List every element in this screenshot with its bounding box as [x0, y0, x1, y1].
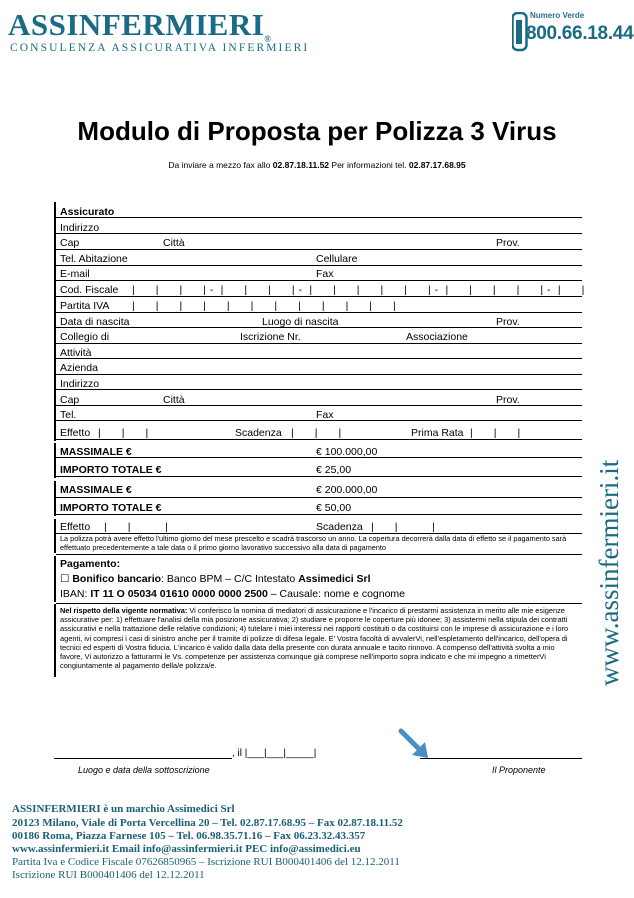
form-line [56, 389, 582, 390]
form-line [56, 280, 582, 281]
label-tel: Tel. [60, 409, 77, 421]
arrow-icon [398, 728, 432, 762]
side-website-text: www.assinfermieri.it [594, 459, 624, 686]
label-associazione: Associazione [406, 331, 468, 343]
importo-value: € 50,00 [316, 502, 352, 514]
label-effetto: Effetto [60, 427, 91, 439]
effetto-note: La polizza potrà avere effetto l'ultimo giorno del mese prescelto e scadrà trascorso un anno. La copertura decorrerà dalla data di effetto se il pagamento sarà effettuato precedentemente a tale data o il primo giorno lavorativo successivo alla data di pagamento [60, 534, 567, 552]
form-line [56, 374, 582, 375]
form-line [56, 497, 582, 498]
label-cod-fiscale: Cod. Fiscale [60, 284, 119, 296]
label-iscrizione: Iscrizione Nr. [240, 331, 301, 343]
form-line [56, 603, 582, 604]
label-azienda: Azienda [60, 362, 98, 374]
form-left-border [54, 604, 56, 677]
brand-tagline: CONSULENZA ASSICURATIVA INFERMIERI [10, 42, 310, 54]
footer-contacts: www.assinfermieri.it Email info@assinfermieri.it PEC info@assimedici.eu [12, 843, 361, 855]
cod-fiscale-boxes[interactable]: | | | | - | | | | - | | | | | | - | | | | | - | | [132, 284, 585, 296]
label-assicurato: Assicurato [60, 206, 115, 218]
brand-logo: ASSINFERMIERI® [8, 7, 272, 44]
form-left-border [54, 556, 56, 602]
form-line [56, 476, 582, 477]
label-scadenza: Scadenza [235, 427, 282, 439]
prima-rata-boxes[interactable]: | | | [470, 427, 521, 439]
footer-milano: 20123 Milano, Viale di Porta Vercellina 20 – Tel. 02.87.17.68.95 – Fax 02.87.18.11.52 [12, 817, 403, 829]
form-line [56, 296, 582, 297]
form-line [56, 233, 582, 234]
scadenza-boxes[interactable]: | | | [291, 427, 342, 439]
label-fax: Fax [316, 268, 334, 280]
proponent-caption: Il Proponente [492, 765, 546, 775]
footer-brand: ASSINFERMIERI è un marchio Assimedici Srl [12, 803, 235, 815]
effetto-boxes[interactable]: | | | [104, 521, 169, 533]
label-cap: Cap [60, 394, 80, 406]
label-prov: Prov. [496, 316, 520, 328]
place-date-line [54, 758, 232, 759]
massimale-value: € 100.000,00 [316, 446, 378, 458]
place-date-caption: Luogo e data della sottoscrizione [78, 765, 210, 775]
label-collegio: Collegio di [60, 331, 110, 343]
label-citta: Città [163, 237, 185, 249]
effetto-boxes[interactable]: | | | [98, 427, 149, 439]
form-line [56, 312, 582, 313]
form-line [56, 265, 582, 266]
form-line [56, 514, 582, 515]
form-line [56, 439, 582, 440]
label-indirizzo: Indirizzo [60, 378, 100, 390]
label-fax: Fax [316, 409, 334, 421]
massimale-value: € 200.000,00 [316, 484, 378, 496]
form-line [56, 554, 582, 555]
importo-value: € 25,00 [316, 464, 352, 476]
massimale-label: MASSIMALE € [60, 446, 132, 458]
form-left-border [54, 481, 56, 516]
legal-text: Nel rispetto della vigente normativa: Vi conferisco la nomina di mediatori di assicurazione e l'incarico di prestarmi assistenza in merito alle mie esigenze assicurative per: 1) effettuare l'analisi della mia posizione assicurativa; 2) studiare e proporre le coperture più idonee; 3) assistermi nella stipula dei contratti assicurativi e nella trattazione delle relative condizioni; 4) tutelare i miei interessi nei rapporti costituiti o da costituirsi con le imprese di assicurazione e i loro agenti, ivi compresi i casi di sinistro anche per il tramite di polizze di difesa legale. E' Vostra facoltà di avvalerVi, nell'espletamento dell'incarico, dell'opera di tecnici ed esperti di Vostra fiducia. L'incarico è valido dalla data della presente con durata annuale e tacito rinnovo. A compenso dell'attività svolta a mio favore, Vi autorizzo a fatturarmi le Vs. competenze per assistenza comunque già comprese nell'importo sopra indicato e che mi impegno a rimetterVi congiuntamente al pagamento della/e polizza/e. [60, 606, 569, 671]
footer-piva: Partita Iva e Codice Fiscale 07626850965 – Iscrizione RUI B000401406 del 12.12.2011 [12, 856, 400, 868]
date-boxes[interactable]: , il |___|___|_____| [232, 748, 317, 759]
form-left-border [54, 202, 56, 424]
form-left-border [54, 519, 56, 553]
payment-iban: IBAN: IT 11 O 05034 01610 0000 0000 2500 – Causale: nome e cognome [60, 588, 406, 600]
proponent-signature-line[interactable] [420, 758, 582, 759]
label-email: E-mail [60, 268, 90, 280]
label-cap: Cap [60, 237, 80, 249]
label-effetto: Effetto [60, 521, 91, 533]
form-line [56, 217, 582, 218]
importo-label: IMPORTO TOTALE € [60, 464, 162, 476]
label-prima-rata: Prima Rata [411, 427, 464, 439]
label-data-nascita: Data di nascita [60, 316, 130, 328]
numero-verde-label: Numero Verde [530, 11, 585, 20]
page-title: Modulo di Proposta per Polizza 3 Virus [77, 116, 557, 146]
form-line [56, 249, 582, 250]
page-subtitle: Da inviare a mezzo fax allo 02.87.18.11.52 Per informazioni tel. 02.87.17.68.95 [168, 160, 466, 170]
form-line [56, 343, 582, 344]
label-scadenza: Scadenza [316, 521, 363, 533]
payment-method: ☐ Bonifico bancario: Banco BPM – C/C Intestato Assimedici Srl [60, 573, 371, 585]
label-luogo-nascita: Luogo di nascita [262, 316, 339, 328]
payment-heading: Pagamento: [60, 558, 121, 570]
massimale-label: MASSIMALE € [60, 484, 132, 496]
partita-iva-boxes[interactable]: | | | | | | | | | | | | [132, 300, 397, 312]
form-line [56, 358, 582, 359]
checkbox-icon[interactable]: ☐ [60, 573, 70, 585]
footer-rui: Iscrizione RUI B000401406 del 12.12.2011 [12, 869, 205, 881]
numero-verde-number: 800.66.18.44 [526, 23, 634, 44]
importo-label: IMPORTO TOTALE € [60, 502, 162, 514]
label-attivita: Attività [60, 347, 92, 359]
footer-roma: 00186 Roma, Piazza Farnese 105 – Tel. 06.98.35.71.16 – Fax 06.23.32.43.357 [12, 830, 366, 842]
form-left-border [54, 443, 56, 478]
scadenza-boxes[interactable]: | | | [371, 521, 436, 533]
label-partita-iva: Partita IVA [60, 300, 110, 312]
label-citta: Città [163, 394, 185, 406]
label-tel-abitazione: Tel. Abitazione [60, 253, 128, 265]
label-prov: Prov. [496, 237, 520, 249]
label-cellulare: Cellulare [316, 253, 358, 265]
label-prov: Prov. [496, 394, 520, 406]
label-indirizzo: Indirizzo [60, 222, 100, 234]
